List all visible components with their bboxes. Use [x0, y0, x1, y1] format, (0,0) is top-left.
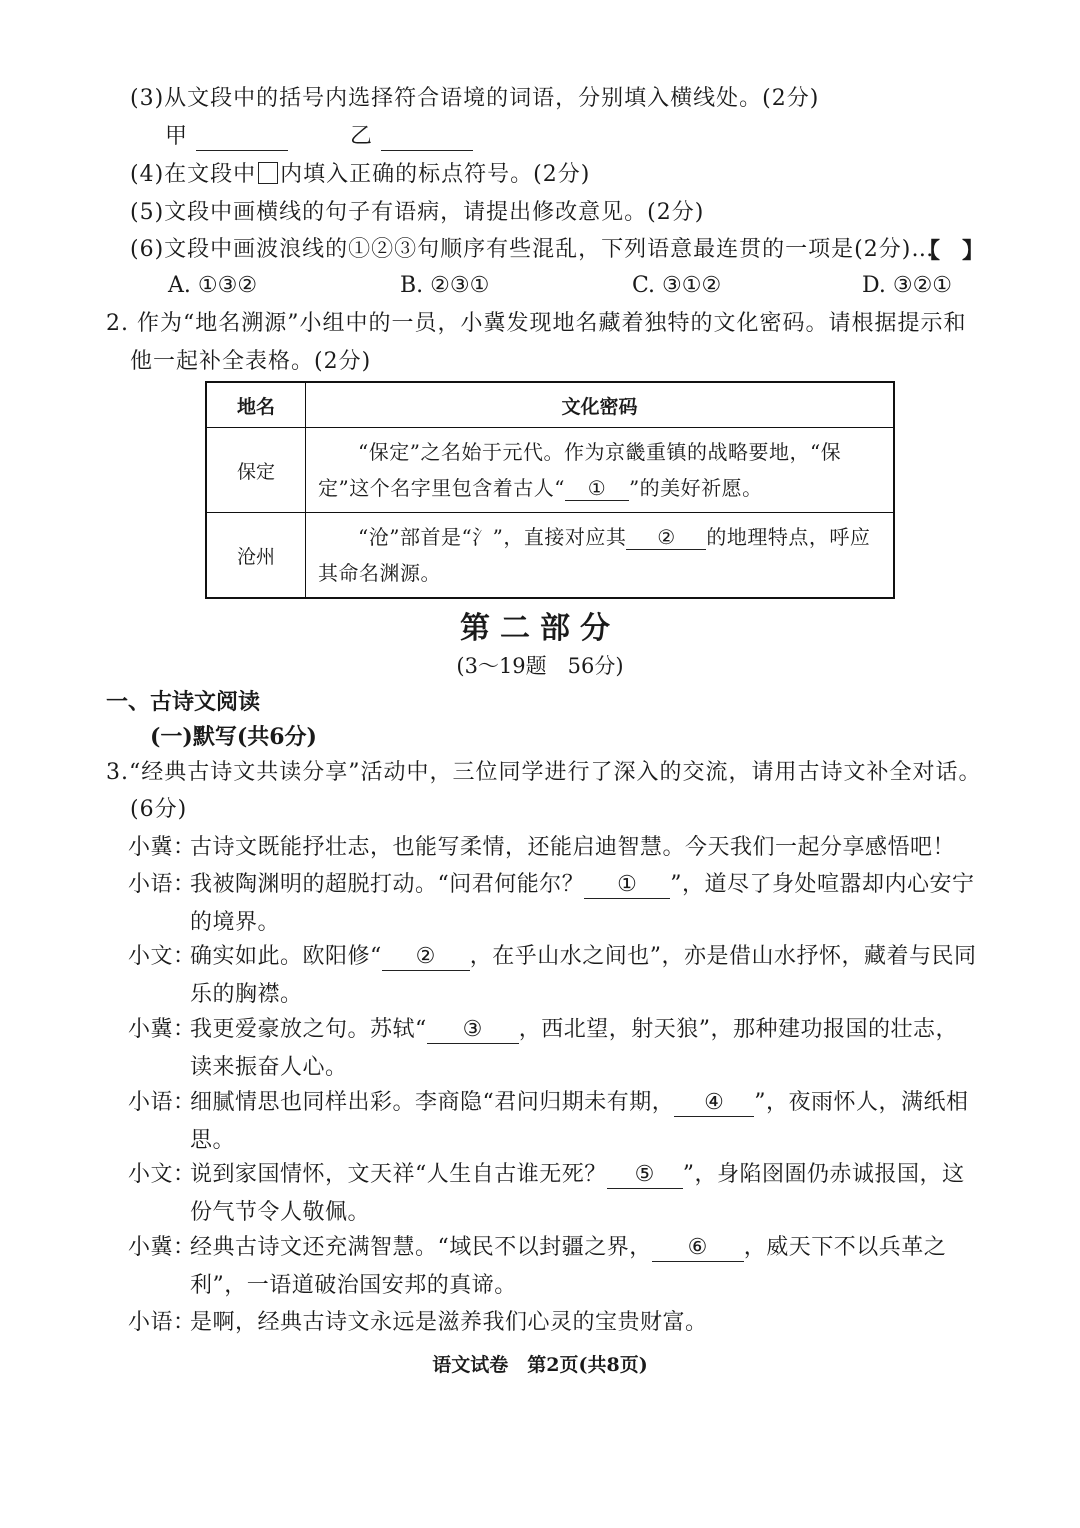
dialogue-text: 是啊，经典古诗文永远是滋养我们心灵的宝贵财富。	[190, 1310, 708, 1335]
dialogue-text-post: ，威天下不以兵革之利”，一语道破治国安邦的真谛。	[190, 1235, 947, 1298]
q1-item3-blanks	[165, 122, 473, 152]
speaker-label: 小语：	[128, 1310, 196, 1335]
dialogue-text-post: ，在乎山水之间也”，亦是借山水抒怀，藏着与民同乐的胸襟。	[190, 944, 977, 1007]
dialogue-line	[128, 1229, 978, 1305]
speaker-label: 小语：	[128, 1090, 196, 1115]
table-row	[206, 428, 894, 513]
q1-item5: (5)文段中画横线的句子有语病，请提出修改意见。(2分)	[130, 200, 705, 225]
dialogue-text-post: ，西北望，射天狼”，那种建功报国的壮志，读来振奋人心。	[190, 1017, 958, 1080]
speaker-label: 小文：	[128, 1162, 196, 1187]
answer-blank[interactable]: ②	[382, 944, 470, 971]
answer-bracket[interactable]: 【 】	[918, 238, 985, 264]
dialogue-text-pre: 说到家国情怀，文天祥“人生自古谁无死？	[190, 1162, 607, 1187]
blank-jia-label: 甲	[165, 124, 189, 149]
dialogue-text-pre: 细腻情思也同样出彩。李商隐“君问归期未有期，	[190, 1090, 675, 1115]
dialogue-text-pre: 我被陶渊明的超脱打动。“问君何能尔？	[190, 872, 585, 897]
q1-item4-pre: (4)在文段中	[130, 162, 257, 187]
q1-item3: (3)从文段中的括号内选择符合语境的词语，分别填入横线处。(2分)	[130, 86, 820, 111]
cell-text-pre: “沧”部首是“氵”，直接对应其	[358, 525, 627, 549]
answer-blank[interactable]: ①	[584, 872, 670, 899]
place-name-cell: 沧州	[206, 513, 306, 599]
dialogue-text-pre: 我更爱豪放之句。苏轼“	[190, 1017, 427, 1042]
blank-yi[interactable]	[381, 124, 473, 151]
blank-jia[interactable]	[196, 124, 288, 151]
speaker-label: 小冀：	[128, 1235, 196, 1260]
dialogue-text-post: ”，身陷囹圄仍赤诚报国，这份气节令人敬佩。	[190, 1162, 965, 1225]
culture-code-table	[205, 381, 895, 599]
q2-line1: 2. 作为“地名溯源”小组中的一员，小冀发现地名藏着独特的文化密码。请根据提示和	[106, 311, 967, 336]
dialogue-text-post: ”，道尽了身处喧嚣却内心安宁的境界。	[190, 872, 975, 935]
q3-line2: (6分)	[130, 797, 188, 822]
option-d[interactable]: D. ③②①	[862, 273, 953, 298]
q1-item4	[130, 160, 590, 190]
culture-code-cell	[306, 513, 895, 599]
subsection-heading: (一)默写(共6分)	[150, 724, 317, 750]
blank-yi-label: 乙	[350, 124, 374, 149]
speaker-label: 小语：	[128, 872, 196, 897]
cell-text-pre: “保定”之名始于元代。作为京畿重镇的战略要地，“保定”这个名字里包含着古人“	[318, 440, 842, 500]
dialogue-line	[128, 1084, 978, 1160]
place-name-cell: 保定	[206, 428, 306, 513]
dialogue-line	[128, 1156, 978, 1232]
dialogue-line	[128, 829, 978, 867]
section-heading: 一、古诗文阅读	[106, 689, 261, 715]
blank-1[interactable]: ①	[565, 476, 629, 501]
dialogue-text-post: ”，夜雨怀人，满纸相思。	[190, 1090, 969, 1153]
dialogue-text-pre: 经典古诗文还充满智慧。“域民不以封疆之界，	[190, 1235, 652, 1260]
dialogue-line	[128, 1304, 978, 1342]
speaker-label: 小冀：	[128, 1017, 196, 1042]
q1-item4-post: 内填入正确的标点符号。(2分)	[280, 162, 591, 187]
blank-2[interactable]: ②	[626, 525, 706, 550]
dialogue-line	[128, 866, 978, 942]
part-subtitle: (3～19题 56分)	[456, 654, 624, 678]
part-title: 第二部分	[460, 611, 620, 646]
speaker-label: 小文：	[128, 944, 196, 969]
dialogue-text-pre: 确实如此。欧阳修“	[190, 944, 382, 969]
header-place-name: 地名	[206, 382, 306, 428]
page-footer: 语文试卷 第2页(共8页)	[432, 1354, 648, 1376]
answer-blank[interactable]: ⑥	[652, 1235, 744, 1262]
answer-blank[interactable]: ④	[674, 1090, 754, 1117]
punctuation-box	[258, 162, 278, 184]
q3-line1: 3.“经典古诗文共读分享”活动中，三位同学进行了深入的交流，请用古诗文补全对话。	[106, 760, 982, 785]
option-a[interactable]: A. ①③②	[168, 273, 258, 298]
q1-item6: (6)文段中画波浪线的①②③句顺序有些混乱，下列语意最连贯的一项是(2分)…	[130, 237, 935, 262]
cell-text-post: 的地理特点，呼应其命名渊源。	[318, 525, 871, 585]
table-header-row	[206, 382, 894, 428]
dialogue-text: 古诗文既能抒壮志，也能写柔情，还能启迪智慧。今天我们一起分享感悟吧！	[190, 835, 956, 860]
culture-code-cell	[306, 428, 895, 513]
dialogue-line	[128, 1011, 978, 1087]
cell-text-post: ”的美好祈愿。	[628, 476, 763, 500]
q2-line2: 他一起补全表格。(2分)	[130, 349, 372, 374]
table-row	[206, 513, 894, 599]
option-c[interactable]: C. ③①②	[632, 273, 722, 298]
answer-blank[interactable]: ③	[427, 1017, 519, 1044]
option-b[interactable]: B. ②③①	[400, 273, 490, 298]
header-culture-code: 文化密码	[306, 382, 895, 428]
speaker-label: 小冀：	[128, 835, 196, 860]
answer-blank[interactable]: ⑤	[607, 1162, 683, 1189]
dialogue-line	[128, 938, 978, 1014]
